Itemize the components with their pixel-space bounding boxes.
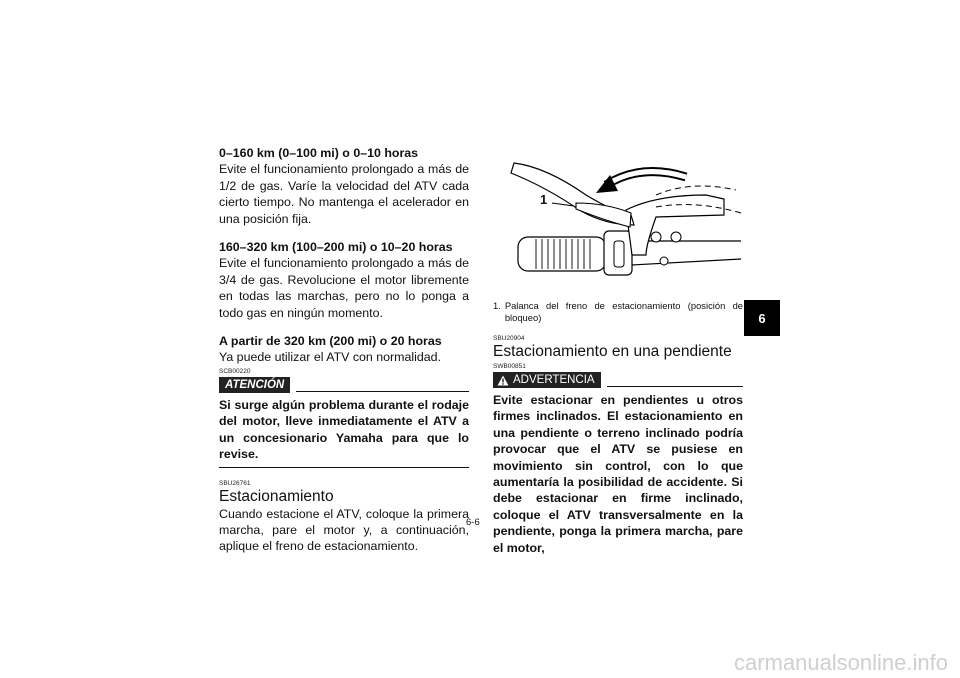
section-code: SBU26761 (219, 479, 251, 487)
paragraph-160-320: Evite el funcionamiento prolongado a más de 3/4 de gas. Revolucione el motor libremente en todas las marchas, pero no lo ponga a todo gas en ningún momento. (219, 256, 469, 320)
warning-code: SWB00851 (493, 363, 526, 370)
chapter-tab: 6 (744, 300, 780, 336)
paragraph-0-160: Evite el funcionamiento prolongado a más de 1/2 de gas. Varíe la velocidad del ATV cada cierto tiempo. No mantenga el acelerador en una posición fija. (219, 162, 469, 226)
warning-text: Evite estacionar en pendientes u otros firmes inclinados. El estacionamiento en una pendiente o terreno inclinado podría provocar que el ATV se pusiese en movimiento sin control, con lo que aumentaría la posibilidad de accidente. Si debe estacionar en firme inclinado, coloque el ATV transversalmente en la pendiente, ponga la primera marcha, pare el motor, (493, 393, 743, 555)
heading-320-plus: A partir de 320 km (200 mi) o 20 horas (219, 334, 442, 349)
watermark: carmanualsonline.info (733, 650, 948, 675)
section-title-pendiente: Estacionamiento en una pendiente (493, 343, 732, 360)
warning-header (493, 372, 743, 388)
heading-160-320: 160–320 km (100–200 mi) o 10–20 horas (219, 240, 453, 255)
notice-code: SCB00220 (219, 367, 251, 375)
notice-rule (296, 391, 469, 392)
caption-text: Palanca del freno de estacionamiento (posición de bloqueo) (504, 300, 743, 323)
notice-text: Si surge algún problema durante el rodaje del motor, lleve inmediatamente el ATV a un concesionario Yamaha para que lo revise. (219, 397, 469, 462)
section-text-estacionamiento: Cuando estacione el ATV, coloque la primera marcha, pare el motor y, a continuación, aplique el freno de estacionamiento. (219, 506, 469, 554)
parking-brake-illustration (506, 155, 746, 295)
warning-rule (607, 386, 743, 387)
warning-triangle-icon (497, 375, 509, 386)
section-code-pendiente: SBU20904 (493, 335, 525, 342)
left-column (219, 145, 469, 555)
notice-header (219, 377, 469, 393)
page-number: 6-6 (466, 517, 480, 528)
advertencia-badge (493, 372, 601, 388)
heading-0-160: 0–160 km (0–100 mi) o 0–10 horas (219, 146, 419, 160)
caption-number: 1. (493, 300, 501, 311)
paragraph-320-plus: Ya puede utilizar el ATV con normalidad. (219, 350, 442, 365)
advertencia-label: ADVERTENCIA (513, 374, 595, 386)
atencion-badge: ATENCIÓN (219, 377, 290, 393)
right-column (493, 300, 743, 556)
section-title-estacionamiento: Estacionamiento (219, 487, 334, 505)
figure-caption (493, 300, 743, 323)
callout-number-1: 1 (540, 192, 548, 207)
